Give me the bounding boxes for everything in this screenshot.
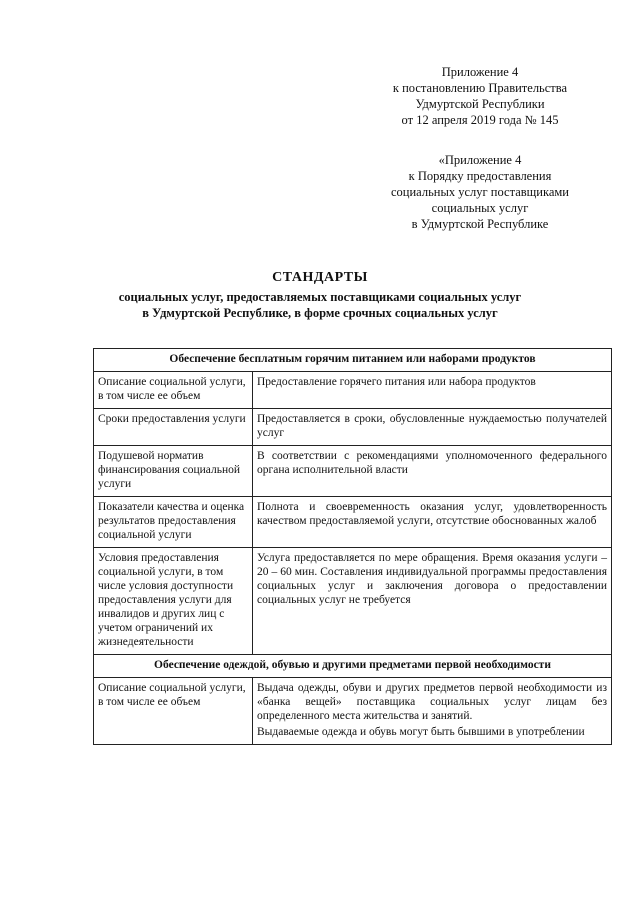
- document-title: СТАНДАРТЫ: [272, 270, 368, 285]
- appendix-line: Приложение 4: [441, 65, 519, 79]
- inner-appendix-line: «Приложение 4: [438, 153, 522, 167]
- document-title-block: [60, 270, 580, 321]
- row-label: Условия предоставления социальной услуги, в том числе условия доступности предоставления услуги для инвалидов и других лиц с учетом ограничений их жизнедеятельности: [94, 548, 253, 655]
- table-row: [94, 678, 612, 745]
- table-row: [94, 446, 612, 497]
- row-value: [253, 497, 612, 548]
- table-row: [94, 372, 612, 409]
- inner-appendix-line: в Удмуртской Республике: [411, 217, 549, 231]
- table-row: [94, 548, 612, 655]
- appendix-line: от 12 апреля 2019 года № 145: [401, 113, 559, 127]
- row-value-text: Выдача одежды, обуви и других предметов первой необходимости из «банка вещей» поставщика социальных услуг лицам без определенного места жительства и занятий.: [257, 682, 607, 722]
- section-heading: Обеспечение одеждой, обувью и другими предметами первой необходимости: [94, 655, 612, 678]
- row-value-text: Выдаваемые одежда и обувь могут быть бывшими в употреблении: [257, 726, 585, 738]
- header-gap: [330, 128, 630, 152]
- table-row: [94, 497, 612, 548]
- inner-appendix-line: социальных услуг поставщиками: [391, 185, 569, 199]
- row-label: Описание социальной услуги, в том числе ее объем: [94, 678, 253, 745]
- appendix-header: [330, 64, 630, 232]
- standards-table: [93, 348, 612, 745]
- section-heading: Обеспечение бесплатным горячим питанием или наборами продуктов: [94, 349, 612, 372]
- section-heading-row: [94, 349, 612, 372]
- document-subtitle-line: в Удмуртской Республике, в форме срочных социальных услуг: [142, 306, 498, 320]
- section-heading-row: [94, 655, 612, 678]
- row-label: Сроки предоставления услуги: [94, 409, 253, 446]
- row-value: [253, 372, 612, 409]
- appendix-line: Удмуртской Республики: [415, 97, 545, 111]
- row-value: [253, 446, 612, 497]
- row-label: Подушевой норматив финансирования социальной услуги: [94, 446, 253, 497]
- row-label: Описание социальной услуги, в том числе ее объем: [94, 372, 253, 409]
- row-value-text: Услуга предоставляется по мере обращения. Время оказания услуги – 20 – 60 мин. Составления индивидуальной программы предоставления социальных услуг и заключения договора о предоставлении социальных услуг не требуется: [257, 552, 607, 606]
- row-value-text: Полнота и своевременность оказания услуг, удовлетворенность качеством предоставляемой услуги, отсутствие обоснованных жалоб: [257, 501, 607, 527]
- table-row: [94, 409, 612, 446]
- row-value: [253, 678, 612, 745]
- row-value: [253, 409, 612, 446]
- row-value-text: Предоставляется в сроки, обусловленные нуждаемостью получателей услуг: [257, 413, 607, 439]
- inner-appendix-line: социальных услуг: [431, 201, 529, 215]
- appendix-line: к постановлению Правительства: [392, 81, 568, 95]
- row-value: [253, 548, 612, 655]
- row-label: Показатели качества и оценка результатов предоставления социальной услуги: [94, 497, 253, 548]
- document-subtitle-line: социальных услуг, предоставляемых поставщиками социальных услуг: [118, 290, 522, 304]
- inner-appendix-line: к Порядку предоставления: [408, 169, 552, 183]
- row-value-text: Предоставление горячего питания или набора продуктов: [257, 376, 536, 388]
- row-value-text: В соответствии с рекомендациями уполномоченного федерального органа исполнительной власти: [257, 450, 607, 476]
